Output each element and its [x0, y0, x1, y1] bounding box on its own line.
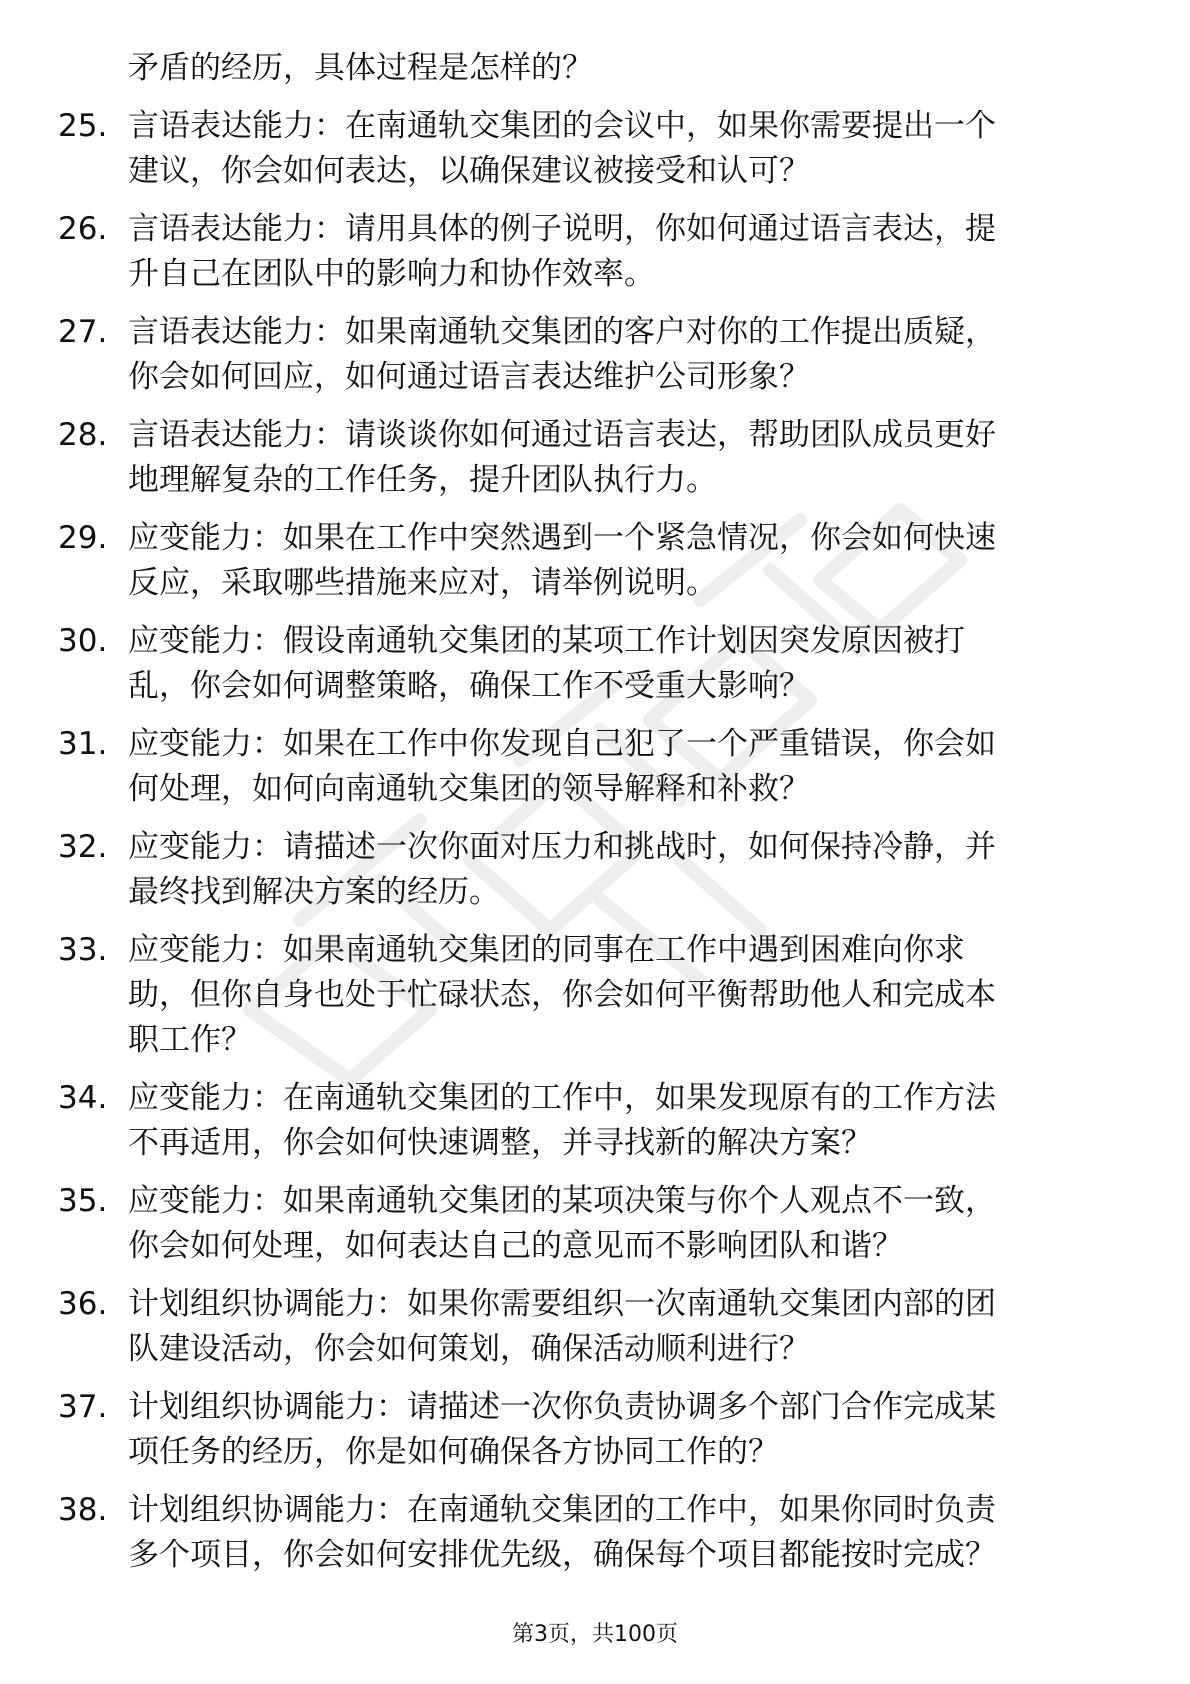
question-item: [0, 413, 1190, 503]
question-text-line: 职工作？: [128, 1022, 252, 1058]
question-number: 29.: [58, 520, 108, 556]
question-list: [0, 46, 1190, 1578]
question-item: [0, 104, 1190, 194]
question-number: 33.: [58, 932, 108, 968]
question-item: [0, 1076, 1190, 1166]
question-text-line: 应变能力：如果南通轨交集团的同事在工作中遇到困难向你求: [128, 932, 965, 968]
question-item: [0, 516, 1190, 606]
question-text-line: 应变能力：假设南通轨交集团的某项工作计划因突发原因被打: [128, 623, 965, 659]
question-number: 36.: [58, 1286, 108, 1322]
question-item: [0, 1282, 1190, 1372]
question-text-line: 言语表达能力：请用具体的例子说明，你如何通过语言表达，提: [128, 211, 996, 247]
question-text-line: 应变能力：在南通轨交集团的工作中，如果发现原有的工作方法: [128, 1080, 996, 1116]
question-number: 31.: [58, 726, 108, 762]
question-item: [0, 1385, 1190, 1475]
question-text-line: 计划组织协调能力：请描述一次你负责协调多个部门合作完成某: [128, 1389, 996, 1425]
question-number: 27.: [58, 314, 108, 350]
question-text-line: 地理解复杂的工作任务，提升团队执行力。: [128, 462, 717, 498]
question-text-line: 你会如何回应，如何通过语言表达维护公司形象？: [128, 359, 810, 395]
page-footer: 第3页，共100页: [512, 1622, 678, 1647]
question-text-line: 你会如何处理，如何表达自己的意见而不影响团队和谐？: [128, 1228, 903, 1264]
question-number: 32.: [58, 829, 108, 865]
question-text-line: 建议，你会如何表达，以确保建议被接受和认可？: [128, 153, 810, 189]
question-text-line: 队建设活动，你会如何策划，确保活动顺利进行？: [128, 1331, 810, 1367]
question-item: [0, 825, 1190, 915]
question-text-line: 何处理，如何向南通轨交集团的领导解释和补救？: [128, 771, 810, 807]
question-text-line: 应变能力：请描述一次你面对压力和挑战时，如何保持冷静，并: [128, 829, 996, 865]
continuation-line: 矛盾的经历，具体过程是怎样的？: [128, 50, 593, 86]
question-number: 35.: [58, 1183, 108, 1219]
question-text-line: 助，但你自身也处于忙碌状态，你会如何平衡帮助他人和完成本: [128, 977, 996, 1013]
question-text-line: 多个项目，你会如何安排优先级，确保每个项目都能按时完成？: [128, 1537, 996, 1573]
question-text-line: 应变能力：如果在工作中你发现自己犯了一个严重错误，你会如: [128, 726, 996, 762]
question-text-line: 升自己在团队中的影响力和协作效率。: [128, 256, 655, 292]
question-item: [0, 722, 1190, 812]
question-text-line: 计划组织协调能力：在南通轨交集团的工作中，如果你同时负责: [128, 1492, 996, 1528]
question-item: [0, 928, 1190, 1063]
question-text-line: 言语表达能力：如果南通轨交集团的客户对你的工作提出质疑，: [128, 314, 996, 350]
question-item: [0, 1179, 1190, 1269]
question-text-line: 言语表达能力：请谈谈你如何通过语言表达，帮助团队成员更好: [128, 417, 996, 453]
question-number: 37.: [58, 1389, 108, 1425]
question-number: 30.: [58, 623, 108, 659]
question-text-line: 言语表达能力：在南通轨交集团的会议中，如果你需要提出一个: [128, 108, 996, 144]
question-text-line: 项任务的经历，你是如何确保各方协同工作的？: [128, 1434, 779, 1470]
question-number: 34.: [58, 1080, 108, 1116]
question-text-line: 应变能力：如果在工作中突然遇到一个紧急情况，你会如何快速: [128, 520, 996, 556]
question-text-line: 不再适用，你会如何快速调整，并寻找新的解决方案？: [128, 1125, 872, 1161]
question-text-line: 应变能力：如果南通轨交集团的某项决策与你个人观点不一致，: [128, 1183, 996, 1219]
question-text-line: 最终找到解决方案的经历。: [128, 874, 500, 910]
question-item: [0, 310, 1190, 400]
question-item: [0, 619, 1190, 709]
question-item: [0, 1488, 1190, 1578]
question-number: 38.: [58, 1492, 108, 1528]
question-number: 28.: [58, 417, 108, 453]
question-text-line: 计划组织协调能力：如果你需要组织一次南通轨交集团内部的团: [128, 1286, 996, 1322]
question-text-line: 乱，你会如何调整策略，确保工作不受重大影响？: [128, 668, 810, 704]
question-number: 25.: [58, 108, 108, 144]
question-number: 26.: [58, 211, 108, 247]
question-text-line: 反应，采取哪些措施来应对，请举例说明。: [128, 565, 717, 601]
question-item: [0, 207, 1190, 297]
